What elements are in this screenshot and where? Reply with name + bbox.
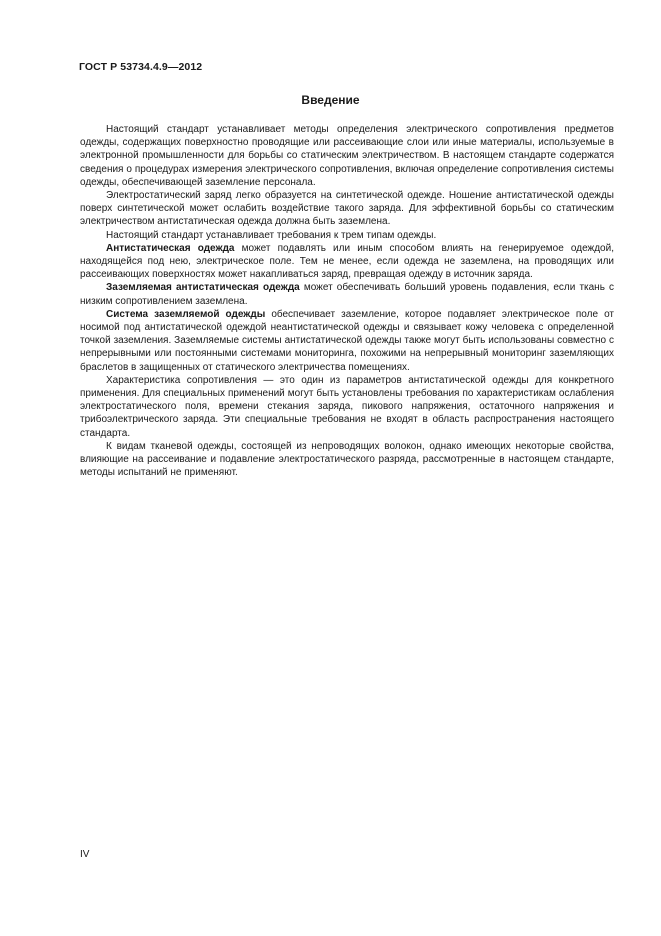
paragraph-2 bbox=[80, 189, 614, 229]
page-number: IV bbox=[80, 849, 90, 860]
paragraph-text: может обеспечивать больший уровень подавления, если ткань с низким сопротивлением заземлена. bbox=[80, 282, 614, 307]
paragraph-6 bbox=[80, 308, 614, 374]
term-groundable-clothing-system: Система заземляемой одежды bbox=[106, 308, 266, 320]
paragraph-3 bbox=[80, 229, 614, 242]
document-header: ГОСТ Р 53734.4.9—2012 bbox=[79, 61, 203, 73]
section-title: Введение bbox=[301, 93, 360, 107]
paragraph-text: Настоящий стандарт устанавливает требования к трем типам одежды. bbox=[106, 229, 437, 241]
paragraph-4 bbox=[80, 242, 614, 282]
paragraph-text: обеспечивает заземление, которое подавляет электрическое поле от носимой под антистатической одеждой неантистатической одежды и связывает кожу человека с определенной точкой заземления. Заземляемые системы антистатической одежды также могут быть использованы совместно с непрерывными или постоянными системами мониторинга, похожими на непрерывный мониторинг заземляющих браслетов в защищенных от статического электричества помещениях. bbox=[80, 308, 614, 373]
paragraph-5 bbox=[80, 281, 614, 307]
paragraph-text: Характеристика сопротивления — это один из параметров антистатической одежды для конкретного применения. Для специальных применений могут быть установлены требования по характеристикам ослабления электростатического поля, времени стекания заряда, пикового напряжения, остаточного напряжения и трибоэлектрического заряда. Эти специальные требования не входят в область распространения настоящего стандарта. bbox=[80, 374, 614, 439]
paragraph-8 bbox=[80, 440, 614, 480]
paragraph-1 bbox=[80, 123, 614, 189]
paragraph-text: Настоящий стандарт устанавливает методы определения электрического сопротивления предметов одежды, содержащих поверхностно проводящие или рассеивающие слои или иные материалы, используемые в электронной промышленности для борьбы со статическим электричеством. В настоящем стандарте содержатся сведения о процедурах измерения электрического сопротивления, включая определение сопротивления системы одежды, обеспечивающей заземление персонала. bbox=[80, 124, 614, 188]
paragraph-text: Электростатический заряд легко образуется на синтетической одежде. Ношение антистатической одежды поверх синтетической может ослабить воздействие такого заряда. Для эффективной борьбы со статическим электричеством антистатическая одежда должна быть заземлена. bbox=[80, 190, 614, 228]
term-antistatic-clothing: Антистатическая одежда bbox=[106, 242, 235, 254]
paragraph-7 bbox=[80, 374, 614, 440]
paragraph-text: К видам тканевой одежды, состоящей из непроводящих волокон, однако имеющих некоторые свойства, влияющие на рассеивание и подавление электростатического разряда, рассмотренные в настоящем стандарте, методы испытаний не применяют. bbox=[80, 440, 614, 479]
paragraph-text: может подавлять или иным способом влиять на генерируемое одеждой, находящейся под нею, электрическое поле. Тем не менее, если одежда не заземлена, на проводящих или рассеивающих поверхностях может накапливаться заряд, превращая одежду в источник заряда. bbox=[80, 242, 614, 281]
term-groundable-antistatic-clothing: Заземляемая антистатическая одежда bbox=[106, 282, 300, 294]
document-body bbox=[80, 123, 614, 479]
